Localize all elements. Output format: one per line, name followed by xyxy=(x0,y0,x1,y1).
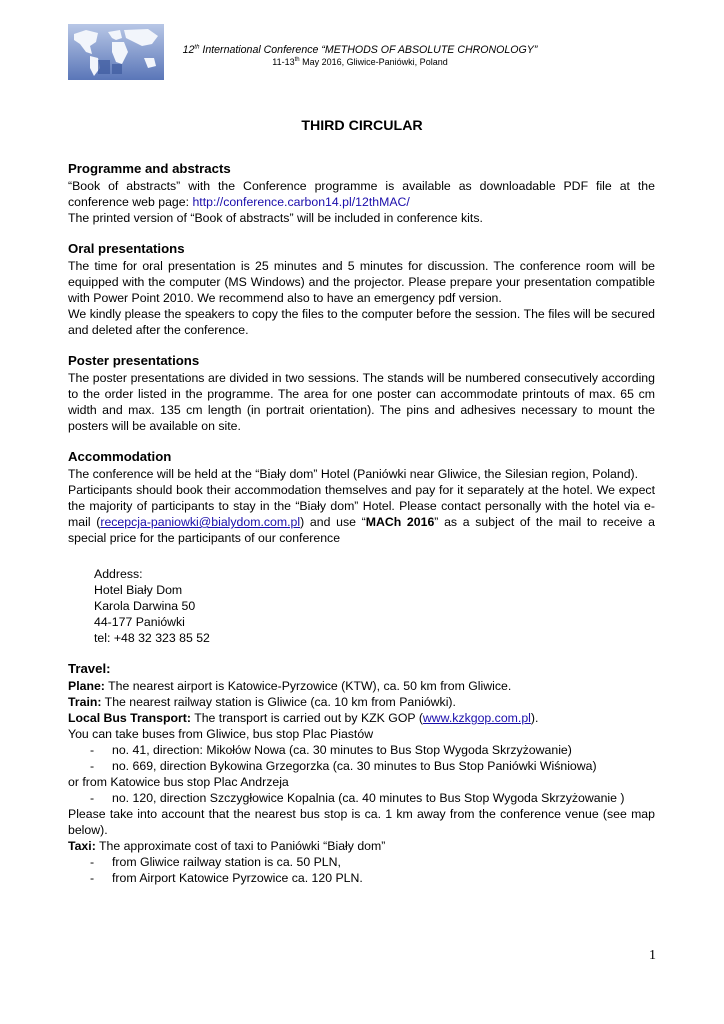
list-item: - no. 120, direction Szczygłowice Kopalnia (ca. 40 minutes to Bus Stop Wygoda Skrzyżowanie ) xyxy=(68,790,655,806)
poster-heading: Poster presentations xyxy=(68,353,200,368)
travel-train: Train: The nearest railway station is Gliwice (ca. 10 km from Paniówki). xyxy=(68,695,456,709)
travel-taxi: Taxi: The approximate cost of taxi to Paniówki “Biały dom” xyxy=(68,839,386,853)
address-label: Address: xyxy=(94,567,143,581)
kzkgop-link[interactable]: www.kzkgop.com.pl xyxy=(422,711,531,725)
page-title: THIRD CIRCULAR xyxy=(301,118,423,134)
accommodation-section xyxy=(68,448,655,646)
address-street: Karola Darwina 50 xyxy=(94,599,196,613)
poster-paragraph: The poster presentations are divided in two sessions. The stands will be numbered consecutively according to the order listed in the programme. The area for one poster can accommodate printouts of max. 65 cm width and max. 135 cm length (in portrait orientation). The pins and adhesives necessary to mount the posters will be available on site. xyxy=(68,371,655,433)
programme-text: “Book of abstracts” with the Conference programme is available as downloadable PDF file at the conference web page: http://conference.carbon14.pl/12thMAC/ xyxy=(68,179,655,209)
taxi-cost-list xyxy=(68,854,655,886)
travel-section xyxy=(68,660,655,886)
oral-paragraph-2: We kindly please the speakers to copy the files to the computer before the session. The files will be secured and deleted after the conference. xyxy=(68,307,655,337)
katowice-bus-list xyxy=(68,790,655,806)
list-item: - from Airport Katowice Pyrzowice ca. 120 PLN. xyxy=(68,870,655,886)
conference-header xyxy=(168,44,552,68)
conference-logo xyxy=(68,24,164,80)
conference-date-line: 11-13th May 2016, Gliwice-Paniówki, Poland xyxy=(272,56,448,67)
oral-paragraph-1: The time for oral presentation is 25 minutes and 5 minutes for discussion. The conference room will be equipped with the computer (MS Windows) and the projector. Please prepare your presentation compatible with Power Point 2010. We recommend also to have an emergency pdf version. xyxy=(68,259,655,305)
document-body xyxy=(68,160,655,886)
oral-section xyxy=(68,240,655,338)
gliwice-bus-list xyxy=(68,742,655,774)
list-item: - from Gliwice railway station is ca. 50 PLN, xyxy=(68,854,655,870)
accommodation-paragraph-1: The conference will be held at the “Biały dom” Hotel (Paniówki near Gliwice, the Silesian region, Poland). xyxy=(68,467,639,481)
address-phone: tel: +48 32 323 85 52 xyxy=(94,631,210,645)
accommodation-paragraph-2: Participants should book their accommodation themselves and pay for it separately at the hotel. We expect the majority of participants to stay in the “Biały dom” Hotel. Please contact personally with the hotel via e-mail (recepcja-paniowki@bialydom.com.pl) and use “MACh 2016” as a subject of the mail to receive a special price for the participants of our conference xyxy=(68,483,655,545)
bus-intro-gliwice: You can take buses from Gliwice, bus stop Plac Piastów xyxy=(68,727,374,741)
list-item: - no. 41, direction: Mikołów Nowa (ca. 30 minutes to Bus Stop Wygoda Skrzyżowanie) xyxy=(68,742,655,758)
hotel-address xyxy=(94,566,655,646)
poster-section xyxy=(68,352,655,434)
travel-plane: Plane: The nearest airport is Katowice-Pyrzowice (KTW), ca. 50 km from Gliwice. xyxy=(68,679,512,693)
hotel-email-link[interactable]: recepcja-paniowki@bialydom.com.pl xyxy=(100,515,301,529)
travel-heading: Travel: xyxy=(68,661,111,676)
conference-url-link[interactable]: http://conference.carbon14.pl/12thMAC/ xyxy=(192,195,410,209)
address-hotel-name: Hotel Biały Dom xyxy=(94,583,183,597)
conference-title-line: 12th International Conference “METHODS OF ABSOLUTE CHRONOLOGY” xyxy=(182,44,538,56)
accommodation-heading: Accommodation xyxy=(68,449,172,464)
programme-printed-text: The printed version of “Book of abstracts” will be included in conference kits. xyxy=(68,211,483,225)
travel-bus: Local Bus Transport: The transport is carried out by KZK GOP (www.kzkgop.com.pl). xyxy=(68,711,539,725)
bus-intro-katowice: or from Katowice bus stop Plac Andrzeja xyxy=(68,775,289,789)
programme-heading: Programme and abstracts xyxy=(68,161,231,176)
list-item: - no. 669, direction Bykowina Grzegorzka (ca. 30 minutes to Bus Stop Paniówki Wiśniowa) xyxy=(68,758,655,774)
address-city: 44-177 Paniówki xyxy=(94,615,185,629)
oral-heading: Oral presentations xyxy=(68,241,185,256)
page-number: 1 xyxy=(649,948,656,963)
programme-section xyxy=(68,160,655,226)
bus-stop-note: Please take into account that the nearest bus stop is ca. 1 km away from the conference venue (see map below). xyxy=(68,807,655,837)
mail-subject: MACh 2016 xyxy=(365,515,435,529)
